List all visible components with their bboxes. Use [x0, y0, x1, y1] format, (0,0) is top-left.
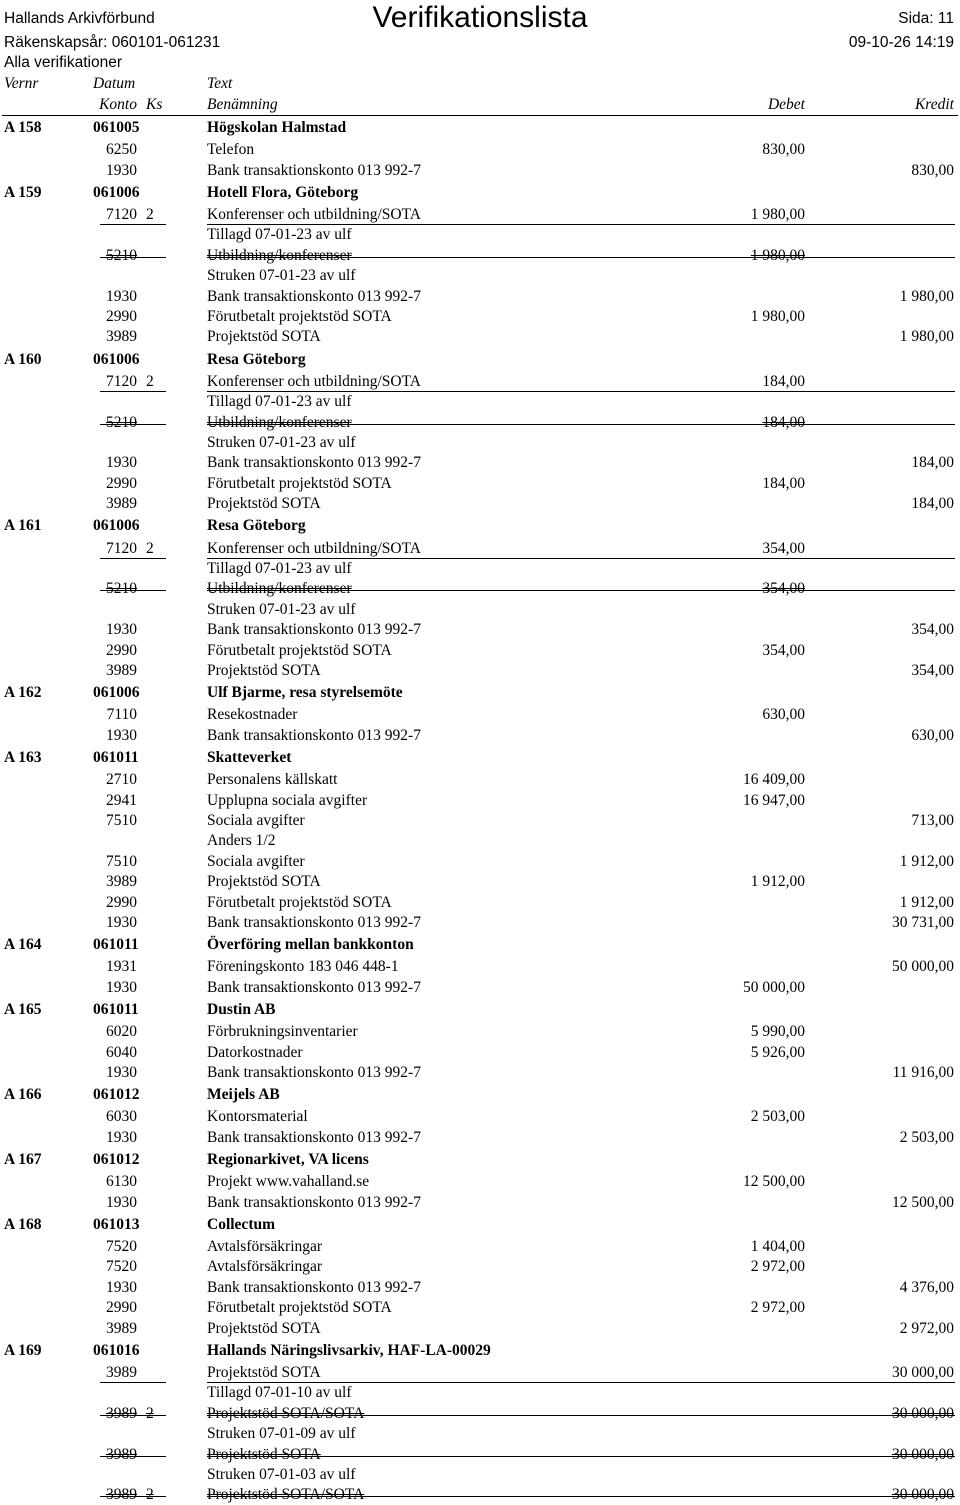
row-note: Struken 07-01-09 av ulf [207, 1425, 356, 1443]
transaction-row [0, 1193, 960, 1213]
col-text: Text [207, 75, 233, 92]
voucher-date: 061006 [93, 517, 140, 535]
voucher-text: Resa Göteborg [207, 350, 306, 368]
debit-amount: 12 500,00 [743, 1173, 805, 1191]
strike-line [100, 1496, 166, 1497]
voucher-number: A 164 [4, 936, 42, 954]
debit-amount: 354,00 [762, 580, 805, 598]
strike-line [207, 424, 955, 425]
account-number: 3989 [106, 328, 137, 346]
account-name: Föreningskonto 183 046 448-1 [207, 958, 399, 976]
row-note: Tillagd 07-01-10 av ulf [207, 1384, 352, 1402]
note-row [0, 1424, 960, 1444]
credit-amount: 30 000,00 [892, 1445, 954, 1463]
voucher-number: A 161 [4, 517, 42, 535]
voucher-date: 061012 [93, 1086, 140, 1104]
account-name: Sociala avgifter [207, 812, 305, 829]
account-number: 7510 [106, 852, 137, 870]
account-name: Bank transaktionskonto 013 992-7 [207, 161, 421, 179]
transaction-row [0, 1363, 960, 1383]
account-number: 1930 [106, 287, 137, 305]
row-note: Anders 1/2 [207, 832, 276, 850]
account-name: Bank transaktionskonto 013 992-7 [207, 1064, 421, 1081]
transaction-row [0, 978, 960, 998]
transaction-row [0, 474, 960, 494]
transaction-row [0, 1298, 960, 1318]
voucher-number: A 163 [4, 749, 42, 766]
account-name: Projektstöd SOTA [207, 1364, 321, 1381]
debit-amount: 50 000,00 [743, 978, 805, 996]
account-number: 2990 [106, 1299, 137, 1317]
debit-amount: 184,00 [762, 413, 805, 431]
voucher-number: A 165 [4, 1001, 42, 1018]
account-number: 7520 [106, 1258, 137, 1276]
account-number: 6250 [106, 141, 137, 159]
debit-amount: 1 404,00 [750, 1238, 805, 1255]
page-number: Sida: 11 [898, 10, 954, 27]
account-name: Förbrukningsinventarier [207, 1023, 358, 1041]
account-number: 3989 [106, 1445, 137, 1463]
credit-amount: 830,00 [911, 161, 954, 179]
voucher-text: Regionarkivet, VA licens [207, 1151, 369, 1168]
account-name: Förutbetalt projektstöd SOTA [207, 641, 392, 659]
voucher-text: Dustin AB [207, 1001, 276, 1018]
account-number: 6040 [106, 1043, 137, 1061]
account-name: Upplupna sociala avgifter [207, 791, 368, 809]
note-row [0, 266, 960, 286]
transaction-row [0, 205, 960, 225]
strike-line [100, 424, 166, 425]
voucher-date: 061013 [93, 1215, 140, 1233]
debit-amount: 5 926,00 [750, 1043, 805, 1061]
credit-amount: 713,00 [911, 812, 954, 829]
row-note: Struken 07-01-23 av ulf [207, 267, 356, 285]
account-number: 1930 [106, 726, 137, 744]
voucher-date: 061006 [93, 684, 140, 702]
col-debet: Debet [767, 96, 805, 113]
voucher-header [0, 935, 960, 955]
voucher-text: Högskolan Halmstad [207, 119, 347, 136]
transaction-row [0, 620, 960, 640]
transaction-row [0, 539, 960, 559]
account-name: Sociala avgifter [207, 852, 305, 870]
transaction-row [0, 1022, 960, 1042]
debit-amount: 354,00 [762, 539, 805, 557]
account-number: 5210 [106, 246, 137, 264]
voucher-number: A 162 [4, 684, 42, 702]
account-number: 1930 [106, 1128, 137, 1146]
account-name: Projektstöd SOTA [207, 873, 321, 891]
credit-amount: 30 000,00 [892, 1364, 954, 1381]
account-number: 2990 [106, 474, 137, 492]
account-number: 1930 [106, 1193, 137, 1211]
credit-amount: 630,00 [911, 726, 954, 744]
credit-amount: 11 916,00 [892, 1064, 954, 1081]
account-number: 3989 [106, 1364, 137, 1381]
voucher-header [0, 1085, 960, 1105]
credit-amount: 50 000,00 [892, 958, 954, 976]
credit-amount: 2 972,00 [899, 1319, 954, 1337]
voucher-date: 061012 [93, 1151, 140, 1168]
cost-center: 2 [146, 206, 154, 223]
voucher-text: Collectum [207, 1215, 276, 1233]
account-number: 3989 [106, 662, 137, 679]
account-number: 6030 [106, 1108, 137, 1126]
transaction-row [0, 1063, 960, 1083]
transaction-row [0, 494, 960, 514]
account-name: Utbildning/konferenser [207, 413, 352, 431]
voucher-text: Hotell Flora, Göteborg [207, 183, 359, 201]
transaction-row [0, 413, 960, 433]
transaction-row [0, 1445, 960, 1465]
credit-amount: 354,00 [911, 662, 954, 679]
account-number: 6020 [106, 1023, 137, 1041]
voucher-number: A 168 [4, 1215, 42, 1233]
debit-amount: 1 980,00 [750, 308, 805, 325]
account-number: 7110 [106, 706, 137, 724]
transaction-row [0, 770, 960, 790]
account-number: 7120 [106, 206, 137, 223]
account-name: Projektstöd SOTA [207, 1445, 321, 1463]
account-number: 5210 [106, 413, 137, 431]
strike-line [207, 590, 955, 591]
col-ks: Ks [146, 96, 163, 113]
row-note: Struken 07-01-23 av ulf [207, 434, 356, 451]
account-number: 1930 [106, 454, 137, 472]
transaction-row [0, 287, 960, 307]
account-number: 7510 [106, 812, 137, 829]
account-name: Projektstöd SOTA [207, 1319, 321, 1337]
credit-amount: 1 980,00 [899, 287, 954, 305]
account-number: 2710 [106, 771, 137, 789]
transaction-row [0, 872, 960, 892]
credit-amount: 30 731,00 [892, 914, 954, 931]
account-name: Bank transaktionskonto 013 992-7 [207, 1128, 421, 1146]
account-name: Bank transaktionskonto 013 992-7 [207, 1193, 421, 1211]
account-name: Konferenser och utbildning/SOTA [207, 206, 421, 223]
credit-amount: 184,00 [911, 495, 954, 513]
voucher-number: A 159 [4, 183, 42, 201]
debit-amount: 5 990,00 [750, 1023, 805, 1041]
account-number: 1930 [106, 914, 137, 931]
transaction-row [0, 705, 960, 725]
strike-line [207, 1415, 955, 1416]
voucher-header [0, 1215, 960, 1235]
transaction-row [0, 957, 960, 977]
transaction-row [0, 307, 960, 327]
note-row [0, 1383, 960, 1403]
transaction-row [0, 372, 960, 392]
account-name: Bank transaktionskonto 013 992-7 [207, 454, 421, 472]
debit-amount: 1 980,00 [750, 206, 805, 223]
voucher-header [0, 1000, 960, 1020]
account-number: 5210 [106, 580, 137, 598]
account-name: Avtalsförsäkringar [207, 1238, 323, 1255]
credit-amount: 30 000,00 [892, 1486, 954, 1504]
debit-amount: 2 972,00 [750, 1299, 805, 1317]
account-number: 3989 [106, 495, 137, 513]
account-name: Förutbetalt projektstöd SOTA [207, 474, 392, 492]
account-name: Resekostnader [207, 706, 298, 724]
strike-line [207, 1456, 955, 1457]
account-number: 1930 [106, 978, 137, 996]
transaction-row [0, 1043, 960, 1063]
note-row [0, 392, 960, 412]
account-name: Konferenser och utbildning/SOTA [207, 372, 421, 390]
transaction-row [0, 1172, 960, 1192]
account-number: 7120 [106, 539, 137, 557]
note-row [0, 831, 960, 851]
col-konto: Konto [99, 96, 137, 113]
note-row [0, 433, 960, 453]
voucher-header [0, 1341, 960, 1361]
transaction-row [0, 140, 960, 160]
account-name: Datorkostnader [207, 1043, 303, 1061]
credit-amount: 1 912,00 [899, 852, 954, 870]
transaction-row [0, 1404, 960, 1424]
account-name: Bank transaktionskonto 013 992-7 [207, 978, 421, 996]
strike-line [100, 590, 166, 591]
row-note: Struken 07-01-23 av ulf [207, 600, 356, 618]
voucher-text: Skatteverket [207, 749, 292, 766]
transaction-row [0, 1237, 960, 1257]
account-number: 3989 [106, 1319, 137, 1337]
debit-amount: 830,00 [762, 141, 805, 159]
account-number: 2941 [106, 791, 137, 809]
voucher-header [0, 1150, 960, 1170]
debit-amount: 2 972,00 [750, 1258, 805, 1276]
account-number: 3989 [106, 1486, 137, 1504]
voucher-text: Meijels AB [207, 1086, 280, 1104]
transaction-row [0, 1128, 960, 1148]
account-name: Projektstöd SOTA/SOTA [207, 1486, 365, 1504]
row-note: Tillagd 07-01-23 av ulf [207, 226, 352, 244]
transaction-row [0, 661, 960, 681]
voucher-date: 061005 [93, 119, 140, 136]
voucher-date: 061006 [93, 183, 140, 201]
voucher-number: A 158 [4, 119, 42, 136]
credit-amount: 12 500,00 [892, 1193, 954, 1211]
account-name: Telefon [207, 141, 255, 159]
credit-amount: 2 503,00 [899, 1128, 954, 1146]
voucher-header [0, 118, 960, 138]
account-number: 7120 [106, 372, 137, 390]
transaction-row [0, 893, 960, 913]
credit-amount: 184,00 [911, 454, 954, 472]
debit-amount: 1 980,00 [750, 246, 805, 264]
account-name: Projektstöd SOTA [207, 328, 321, 346]
voucher-number: A 160 [4, 350, 42, 368]
voucher-number: A 167 [4, 1151, 42, 1168]
cost-center: 2 [146, 539, 154, 557]
voucher-header [0, 683, 960, 703]
strike-line [207, 1496, 955, 1497]
voucher-text: Överföring mellan bankkonton [207, 936, 414, 954]
account-name: Avtalsförsäkringar [207, 1258, 323, 1276]
credit-amount: 354,00 [911, 621, 954, 639]
row-note: Tillagd 07-01-23 av ulf [207, 393, 352, 411]
voucher-date: 061016 [93, 1341, 140, 1359]
account-name: Förutbetalt projektstöd SOTA [207, 1299, 392, 1317]
note-row [0, 559, 960, 579]
strike-line [100, 1415, 166, 1416]
col-benamning: Benämning [207, 96, 278, 113]
account-number: 3989 [106, 1404, 137, 1422]
col-datum: Datum [93, 75, 136, 92]
debit-amount: 16 947,00 [743, 791, 805, 809]
cost-center: 2 [146, 1404, 154, 1422]
voucher-text: Hallands Näringslivsarkiv, HAF-LA-00029 [207, 1341, 491, 1359]
transaction-row [0, 641, 960, 661]
debit-amount: 354,00 [762, 641, 805, 659]
transaction-row [0, 1257, 960, 1277]
transaction-row [0, 1485, 960, 1505]
account-name: Projektstöd SOTA [207, 495, 321, 513]
account-name: Bank transaktionskonto 013 992-7 [207, 726, 421, 744]
account-name: Utbildning/konferenser [207, 246, 352, 264]
account-number: 1930 [106, 621, 137, 639]
account-name: Förutbetalt projektstöd SOTA [207, 893, 392, 911]
credit-amount: 1 912,00 [899, 893, 954, 911]
voucher-date: 061011 [93, 749, 139, 766]
voucher-header [0, 516, 960, 536]
transaction-row [0, 852, 960, 872]
account-number: 1930 [106, 1278, 137, 1296]
transaction-row [0, 811, 960, 831]
col-vernr: Vernr [4, 75, 39, 92]
credit-amount: 1 980,00 [899, 328, 954, 346]
cost-center: 2 [146, 372, 154, 390]
debit-amount: 630,00 [762, 706, 805, 724]
transaction-row [0, 791, 960, 811]
fiscal-year: Räkenskapsår: 060101-061231 [4, 34, 221, 51]
credit-amount: 30 000,00 [892, 1404, 954, 1422]
selection-label: Alla verifikationer [4, 54, 123, 71]
account-number: 2990 [106, 641, 137, 659]
page-title: Verifikationslista [372, 1, 588, 34]
header-rule [2, 115, 958, 116]
debit-amount: 16 409,00 [743, 771, 805, 789]
voucher-header [0, 350, 960, 370]
account-name: Projektstöd SOTA/SOTA [207, 1404, 365, 1422]
account-name: Bank transaktionskonto 013 992-7 [207, 914, 421, 931]
print-timestamp: 09-10-26 14:19 [848, 34, 954, 51]
note-row [0, 600, 960, 620]
strike-line [100, 1456, 166, 1457]
note-row [0, 1465, 960, 1485]
note-row [0, 225, 960, 245]
voucher-date: 061011 [93, 936, 139, 954]
transaction-row [0, 453, 960, 473]
debit-amount: 184,00 [762, 474, 805, 492]
voucher-number: A 169 [4, 1341, 42, 1359]
voucher-text: Ulf Bjarme, resa styrelsemöte [207, 684, 403, 702]
account-name: Konferenser och utbildning/SOTA [207, 539, 421, 557]
cost-center: 2 [146, 1486, 154, 1504]
account-name: Bank transaktionskonto 013 992-7 [207, 287, 421, 305]
debit-amount: 184,00 [762, 372, 805, 390]
account-number: 3989 [106, 873, 137, 891]
strike-line [100, 257, 166, 258]
voucher-text: Resa Göteborg [207, 517, 306, 535]
account-name: Förutbetalt projektstöd SOTA [207, 308, 392, 325]
voucher-date: 061011 [93, 1001, 139, 1018]
voucher-header [0, 183, 960, 203]
voucher-header [0, 748, 960, 768]
account-number: 1930 [106, 161, 137, 179]
account-name: Bank transaktionskonto 013 992-7 [207, 1278, 421, 1296]
voucher-number: A 166 [4, 1086, 42, 1104]
transaction-row [0, 327, 960, 347]
col-kredit: Kredit [914, 96, 954, 113]
account-name: Utbildning/konferenser [207, 580, 352, 598]
account-name: Projektstöd SOTA [207, 662, 321, 679]
transaction-row [0, 1107, 960, 1127]
org-name: Hallands Arkivförbund [4, 10, 155, 27]
credit-amount: 4 376,00 [899, 1278, 954, 1296]
account-name: Projekt www.vahalland.se [207, 1173, 370, 1191]
transaction-row [0, 726, 960, 746]
transaction-row [0, 1319, 960, 1339]
account-name: Bank transaktionskonto 013 992-7 [207, 621, 421, 639]
voucher-date: 061006 [93, 350, 140, 368]
account-number: 2990 [106, 893, 137, 911]
transaction-row [0, 1278, 960, 1298]
row-note: Tillagd 07-01-23 av ulf [207, 560, 352, 577]
transaction-row [0, 161, 960, 181]
account-number: 6130 [106, 1173, 137, 1191]
transaction-row [0, 913, 960, 933]
account-number: 2990 [106, 308, 137, 325]
account-name: Kontorsmaterial [207, 1108, 308, 1126]
transaction-row [0, 579, 960, 599]
account-number: 1930 [106, 1064, 137, 1081]
account-name: Personalens källskatt [207, 771, 338, 789]
debit-amount: 1 912,00 [750, 873, 805, 891]
debit-amount: 2 503,00 [750, 1108, 805, 1126]
account-number: 7520 [106, 1238, 137, 1255]
strike-line [207, 257, 955, 258]
row-note: Struken 07-01-03 av ulf [207, 1466, 356, 1483]
account-number: 1931 [106, 958, 137, 976]
transaction-row [0, 246, 960, 266]
